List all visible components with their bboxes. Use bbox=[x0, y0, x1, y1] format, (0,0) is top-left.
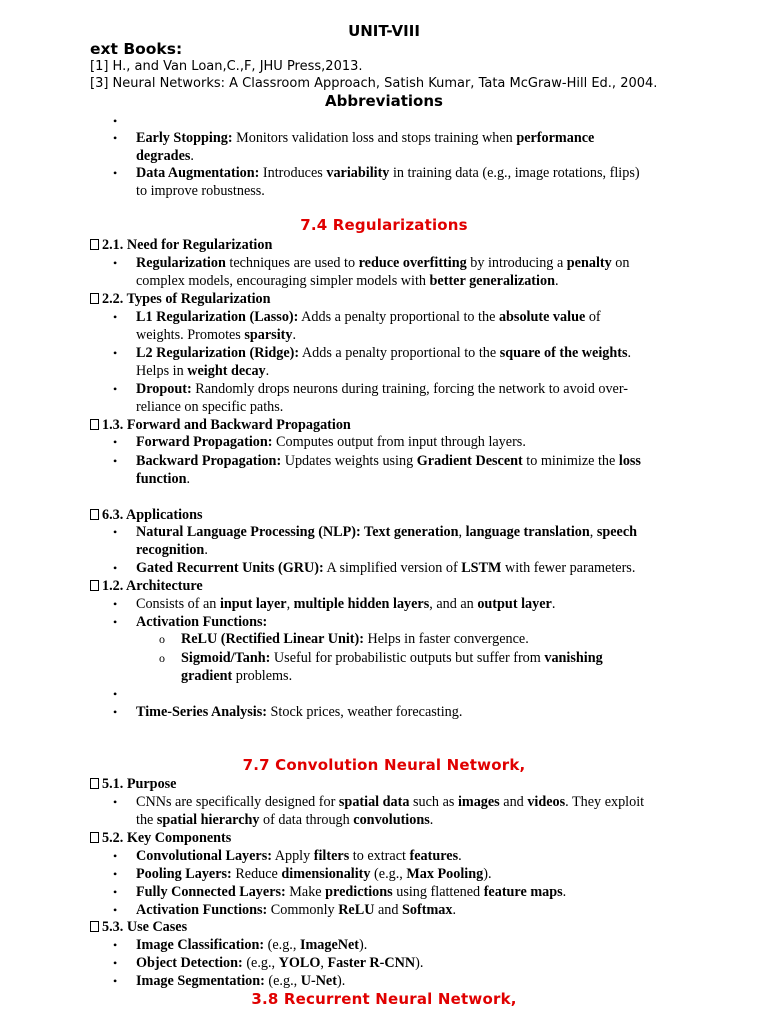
list-item-activation-functions: Activation Functions: bbox=[136, 614, 268, 630]
list-item-fc-layers: Fully Connected Layers: Make predictions using flattened feature maps. bbox=[136, 884, 567, 900]
sub-item-sigmoid-cont: gradient problems. bbox=[181, 668, 293, 684]
list-item-early-stopping: Early Stopping: Monitors validation loss and stops training when performance bbox=[136, 130, 595, 146]
missing-glyph-icon bbox=[90, 293, 99, 304]
bullet-glyph: • bbox=[113, 705, 118, 719]
missing-glyph-icon bbox=[90, 778, 99, 789]
sub-item-sigmoid: Sigmoid/Tanh: Useful for probabilistic outputs but suffer from vanishing bbox=[181, 650, 603, 666]
list-item-gru: Gated Recurrent Units (GRU): A simplified version of LSTM with fewer parameters. bbox=[136, 560, 636, 576]
bullet-glyph: • bbox=[113, 256, 118, 270]
section-title-rnn: 3.8 Recurrent Neural Network, bbox=[251, 990, 517, 1008]
section-title-regularizations: 7.4 Regularizations bbox=[300, 216, 468, 234]
list-item-dropout-cont: reliance on specific paths. bbox=[136, 399, 284, 415]
missing-glyph-icon bbox=[90, 580, 99, 591]
bullet-glyph: • bbox=[113, 435, 118, 449]
list-item-conv-layers: Convolutional Layers: Apply filters to extract features. bbox=[136, 848, 462, 864]
missing-glyph-icon bbox=[90, 239, 99, 250]
list-item-cnn-purpose-cont: the spatial hierarchy of data through convolutions. bbox=[136, 812, 434, 828]
list-item-time-series: Time-Series Analysis: Stock prices, weather forecasting. bbox=[136, 704, 463, 720]
bullet-glyph: • bbox=[113, 974, 118, 988]
bullet-glyph: • bbox=[113, 525, 118, 539]
bullet-glyph: • bbox=[113, 885, 118, 899]
list-item-l2: L2 Regularization (Ridge): Adds a penalty proportional to the square of the weights. bbox=[136, 345, 632, 361]
reference-1: [1] H., and Van Loan,C.,F, JHU Press,2013. bbox=[90, 59, 363, 74]
bullet-glyph: • bbox=[113, 131, 118, 145]
missing-glyph-icon bbox=[90, 921, 99, 932]
subheading-architecture: 1.2. Architecture bbox=[90, 577, 203, 595]
list-item-data-augmentation: Data Augmentation: Introduces variability in training data (e.g., image rotations, flips) bbox=[136, 165, 640, 181]
text-books-heading: ext Books: bbox=[90, 40, 183, 58]
subheading-applications: 6.3. Applications bbox=[90, 506, 203, 524]
subheading-forward-backward: 1.3. Forward and Backward Propagation bbox=[90, 416, 351, 434]
list-item-backward-propagation: Backward Propagation: Updates weights using Gradient Descent to minimize the loss bbox=[136, 453, 641, 469]
section-title-cnn: 7.7 Convolution Neural Network, bbox=[242, 756, 526, 774]
list-item-data-augmentation-cont: to improve robustness. bbox=[136, 183, 265, 199]
unit-title: UNIT-VIII bbox=[348, 22, 420, 40]
list-item-cnn-purpose: CNNs are specifically designed for spatial data such as images and videos. They exploit bbox=[136, 794, 645, 810]
sub-bullet-glyph: o bbox=[159, 632, 165, 646]
list-item-regularization: Regularization techniques are used to reduce overfitting by introducing a penalty on bbox=[136, 255, 630, 271]
bullet-glyph: • bbox=[113, 114, 118, 128]
bullet-glyph: • bbox=[113, 938, 118, 952]
bullet-glyph: • bbox=[113, 615, 118, 629]
bullet-glyph: • bbox=[113, 956, 118, 970]
sub-item-relu: ReLU (Rectified Linear Unit): Helps in faster convergence. bbox=[181, 631, 529, 647]
list-item-cnn-activation: Activation Functions: Commonly ReLU and Softmax. bbox=[136, 902, 457, 918]
subheading-types-of-regularization: 2.2. Types of Regularization bbox=[90, 290, 271, 308]
list-item-image-classification: Image Classification: (e.g., ImageNet). bbox=[136, 937, 368, 953]
list-item-architecture: Consists of an input layer, multiple hidden layers, and an output layer. bbox=[136, 596, 556, 612]
list-item-nlp: Natural Language Processing (NLP): Text generation, language translation, speech bbox=[136, 524, 638, 540]
list-item-early-stopping-cont: degrades. bbox=[136, 148, 194, 164]
list-item-image-segmentation: Image Segmentation: (e.g., U-Net). bbox=[136, 973, 346, 989]
bullet-glyph: • bbox=[113, 795, 118, 809]
list-item-l2-cont: Helps in weight decay. bbox=[136, 363, 270, 379]
list-item-regularization-cont: complex models, encouraging simpler models with better generalization. bbox=[136, 273, 559, 289]
list-item-dropout: Dropout: Randomly drops neurons during training, forcing the network to avoid over- bbox=[136, 381, 629, 397]
list-item-forward-propagation: Forward Propagation: Computes output from input through layers. bbox=[136, 434, 526, 450]
bullet-glyph: • bbox=[113, 849, 118, 863]
bullet-glyph: • bbox=[113, 382, 118, 396]
bullet-glyph: • bbox=[113, 310, 118, 324]
list-item-nlp-cont: recognition. bbox=[136, 542, 208, 558]
subheading-purpose: 5.1. Purpose bbox=[90, 775, 176, 793]
list-item-object-detection: Object Detection: (e.g., YOLO, Faster R-CNN). bbox=[136, 955, 424, 971]
missing-glyph-icon bbox=[90, 832, 99, 843]
bullet-glyph: • bbox=[113, 166, 118, 180]
list-item-l1: L1 Regularization (Lasso): Adds a penalty proportional to the absolute value of bbox=[136, 309, 601, 325]
subheading-need-for-regularization: 2.1. Need for Regularization bbox=[90, 236, 272, 254]
bullet-glyph: • bbox=[113, 597, 118, 611]
reference-3: [3] Neural Networks: A Classroom Approach, Satish Kumar, Tata McGraw-Hill Ed., 2004. bbox=[90, 76, 658, 91]
subheading-use-cases: 5.3. Use Cases bbox=[90, 918, 187, 936]
abbreviations-heading: Abbreviations bbox=[325, 92, 443, 110]
list-item-backward-propagation-cont: function. bbox=[136, 471, 190, 487]
bullet-glyph: • bbox=[113, 687, 118, 701]
missing-glyph-icon bbox=[90, 509, 99, 520]
bullet-glyph: • bbox=[113, 454, 118, 468]
bullet-glyph: • bbox=[113, 346, 118, 360]
list-item-l1-cont: weights. Promotes sparsity. bbox=[136, 327, 297, 343]
bullet-glyph: • bbox=[113, 903, 118, 917]
subheading-key-components: 5.2. Key Components bbox=[90, 829, 231, 847]
sub-bullet-glyph: o bbox=[159, 651, 165, 665]
missing-glyph-icon bbox=[90, 419, 99, 430]
bullet-glyph: • bbox=[113, 561, 118, 575]
list-item-pooling-layers: Pooling Layers: Reduce dimensionality (e.g., Max Pooling). bbox=[136, 866, 492, 882]
bullet-glyph: • bbox=[113, 867, 118, 881]
